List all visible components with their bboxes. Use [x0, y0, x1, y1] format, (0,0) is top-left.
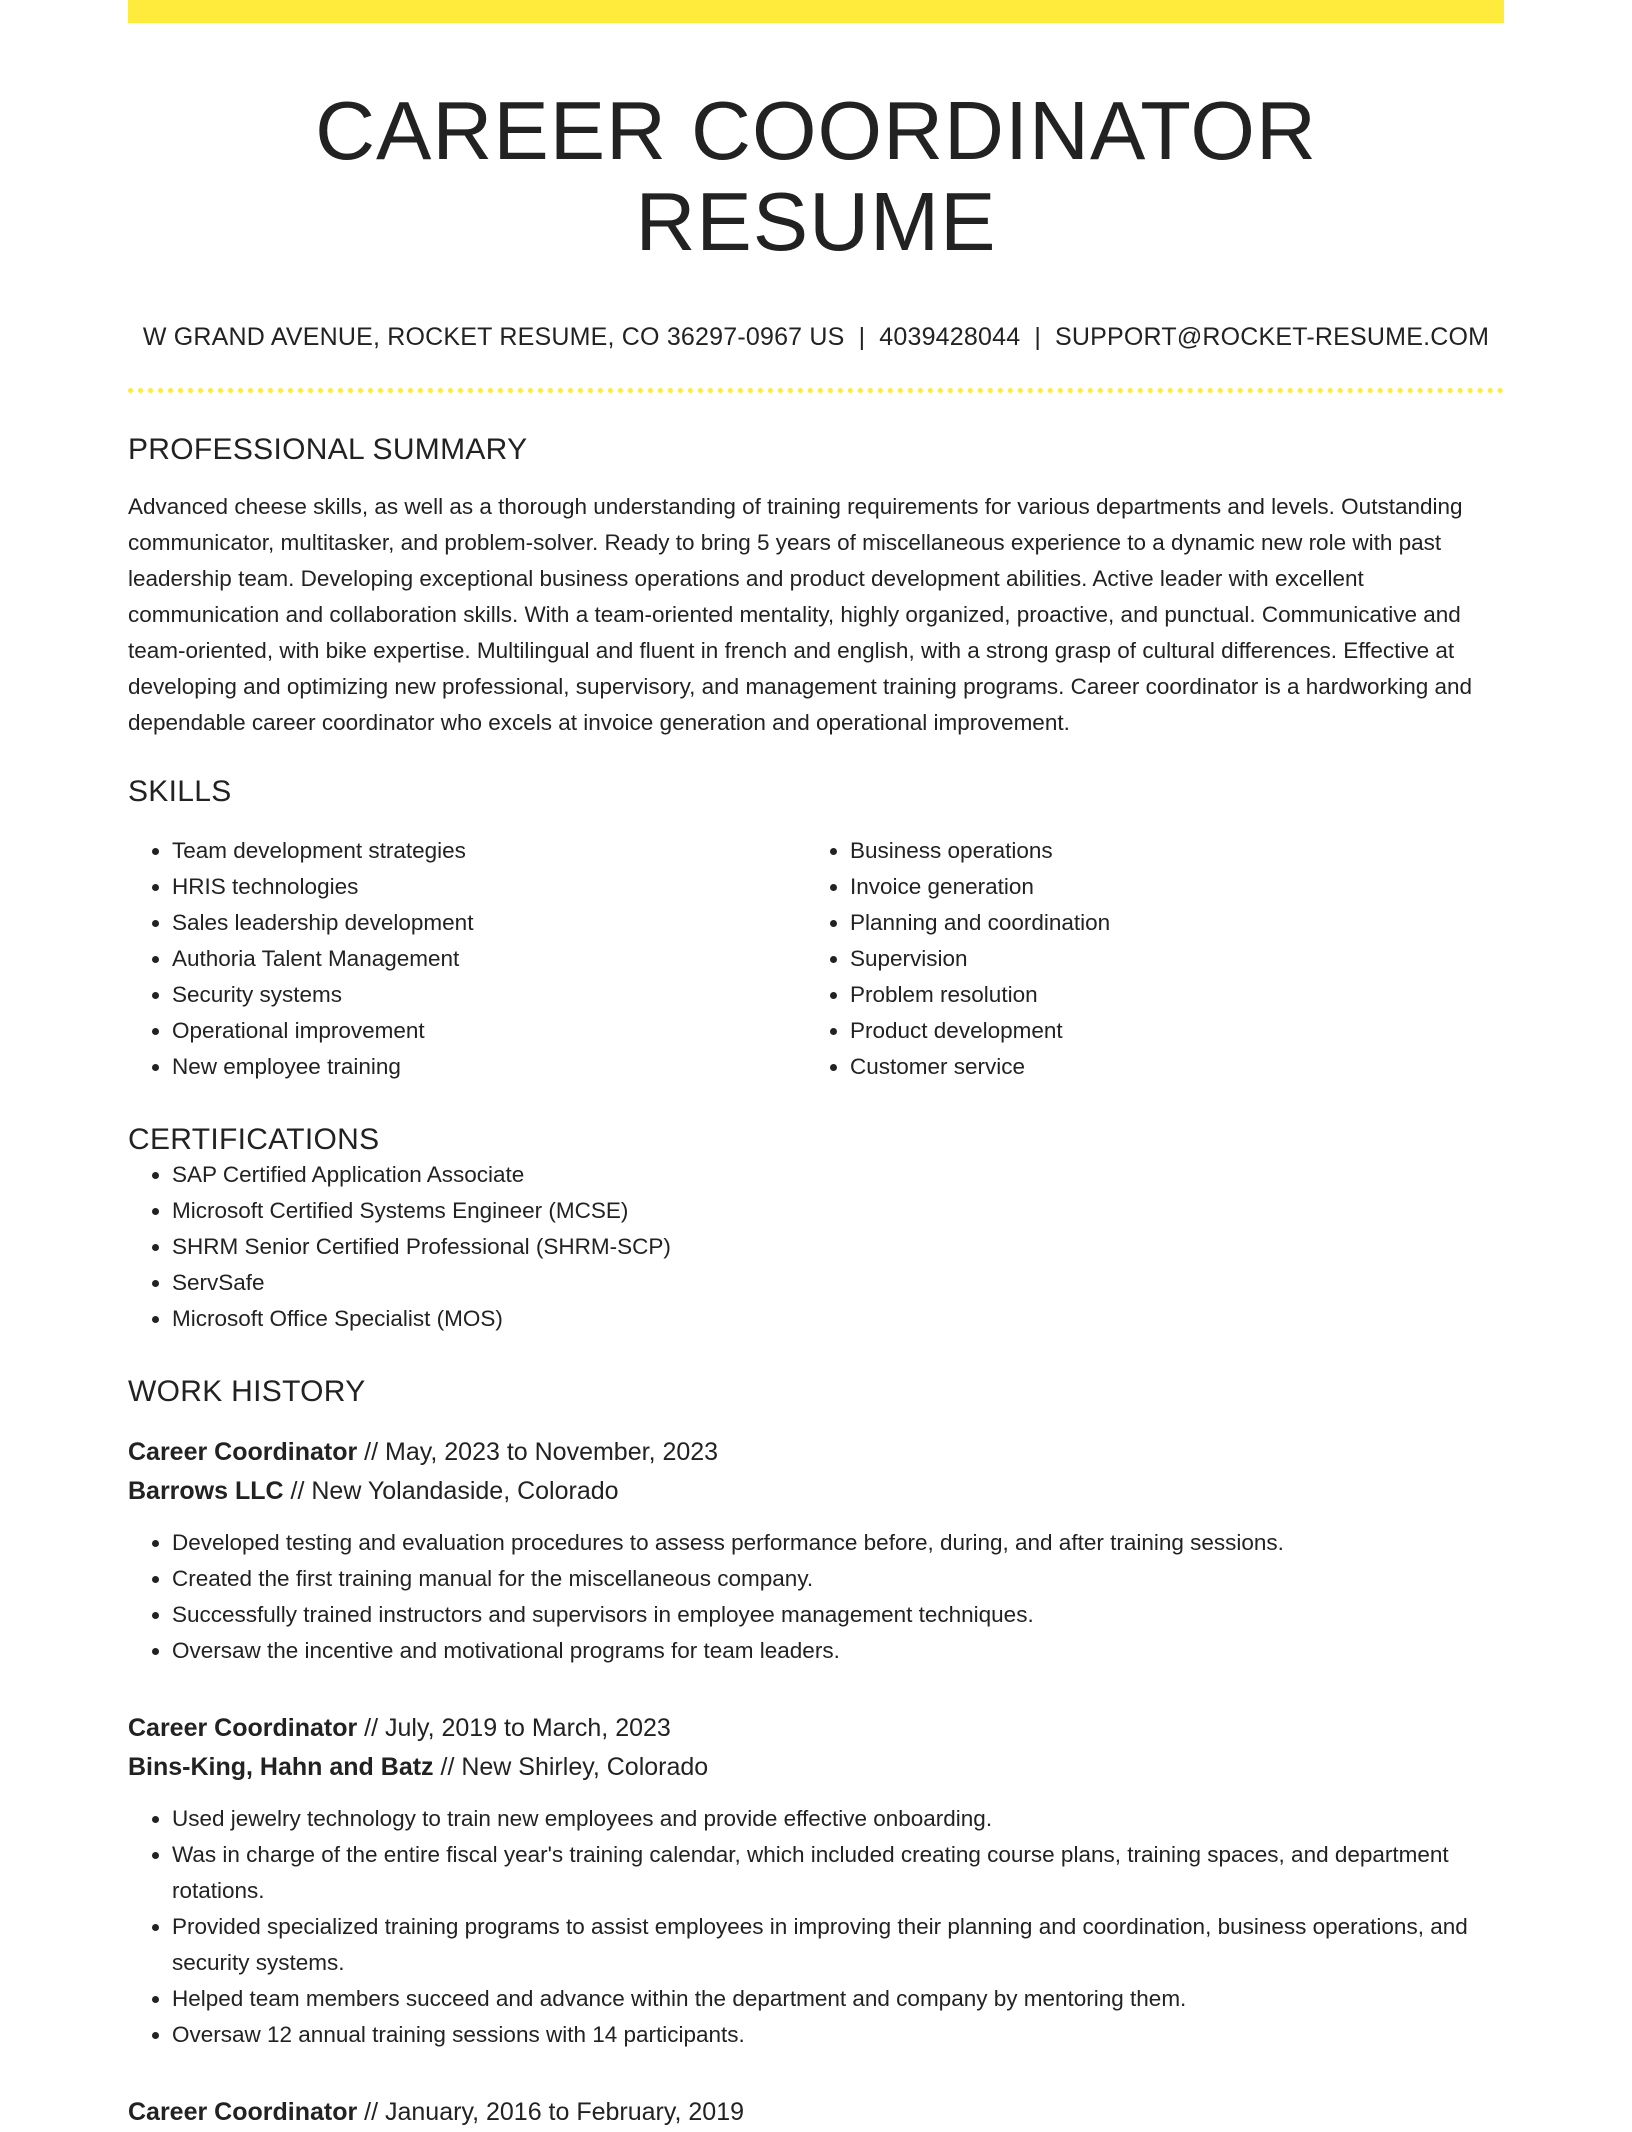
job-company-line: [128, 1472, 1504, 1511]
job-location: // New Yolandaside, Colorado: [283, 1476, 619, 1505]
certification-item: • SAP Certified Application Associate: [172, 1157, 1504, 1193]
job-bullet: • Oversaw the incentive and motivational programs for team leaders.: [172, 1633, 1504, 1669]
job-company: Barrows LLC: [128, 1476, 284, 1505]
job-entry: [128, 2093, 1504, 2132]
job-title: Career Coordinator: [128, 2097, 358, 2126]
summary-text: Advanced cheese skills, as well as a thorough understanding of training requirements for various departments and levels. Outstanding communicator, multitasker, and problem-solver. Ready to bring 5 years of miscellaneous experience to a dynamic new role with past leadership team. Developing exceptional business operations and product development abilities. Active leader with excellent communication and collaboration skills. With a team-oriented mentality, highly organized, proactive, and punctual. Communicative and team-oriented, with bike expertise. Multilingual and fluent in french and english, with a strong grasp of cultural differences. Effective at developing and optimizing new professional, supervisory, and management training programs. Career coordinator is a hardworking and dependable career coordinator who excels at invoice generation and operational improvement.: [128, 493, 1473, 735]
job-title: Career Coordinator: [128, 1713, 358, 1742]
work-history-section: [128, 1375, 1504, 2132]
resume-title: CAREER COORDINATOR RESUME: [315, 84, 1317, 269]
skill-item: • Sales leadership development: [172, 905, 806, 941]
job-entry: [128, 1709, 1504, 2053]
skill-item: • Invoice generation: [850, 869, 1484, 905]
skill-item: • Security systems: [172, 977, 806, 1013]
skills-column-right: [806, 833, 1484, 1085]
skill-item: • New employee training: [172, 1049, 806, 1085]
work-history-heading: WORK HISTORY: [128, 1374, 366, 1408]
contact-separator: |: [1034, 322, 1042, 351]
job-dates: // July, 2019 to March, 2023: [357, 1713, 671, 1742]
job-bullet: • Was in charge of the entire fiscal year's training calendar, which included creating course plans, training spaces, and department rotations.: [172, 1837, 1504, 1909]
contact-email: SUPPORT@ROCKET-RESUME.COM: [1055, 322, 1490, 351]
skill-item: • Authoria Talent Management: [172, 941, 806, 977]
contact-phone: 4039428044: [879, 322, 1021, 351]
skills-heading: SKILLS: [128, 774, 232, 808]
certification-item: • ServSafe: [172, 1265, 1504, 1301]
contact-separator: |: [858, 322, 866, 351]
job-entry: [128, 1433, 1504, 1669]
job-bullet: • Successfully trained instructors and supervisors in employee management techniques.: [172, 1597, 1504, 1633]
job-bullet: • Developed testing and evaluation procedures to assess performance before, during, and after training sessions.: [172, 1525, 1504, 1561]
job-title-line: [128, 1433, 1504, 1472]
job-dates: // May, 2023 to November, 2023: [357, 1437, 719, 1466]
skill-item: • Operational improvement: [172, 1013, 806, 1049]
job-bullet: • Provided specialized training programs to assist employees in improving their planning and coordination, business operations, and security systems.: [172, 1909, 1504, 1981]
skill-item: • Planning and coordination: [850, 905, 1484, 941]
contact-line: [128, 323, 1504, 352]
certifications-heading: CERTIFICATIONS: [128, 1122, 380, 1156]
top-accent-bar: [128, 0, 1504, 23]
skills-column-left: [128, 833, 806, 1085]
skill-item: • Supervision: [850, 941, 1484, 977]
summary-heading: PROFESSIONAL SUMMARY: [128, 432, 528, 466]
certification-item: • Microsoft Office Specialist (MOS): [172, 1301, 1504, 1337]
job-company: Bins-King, Hahn and Batz: [128, 1752, 434, 1781]
skill-item: • Product development: [850, 1013, 1484, 1049]
skills-list-right: [806, 833, 1484, 1085]
job-title: Career Coordinator: [128, 1437, 358, 1466]
skills-section: [128, 775, 1504, 1085]
certification-item: • SHRM Senior Certified Professional (SHRM-SCP): [172, 1229, 1504, 1265]
skill-item: • Team development strategies: [172, 833, 806, 869]
job-bullet: • Created the first training manual for the miscellaneous company.: [172, 1561, 1504, 1597]
job-bullet: • Used jewelry technology to train new employees and provide effective onboarding.: [172, 1801, 1504, 1837]
certification-item: • Microsoft Certified Systems Engineer (MCSE): [172, 1193, 1504, 1229]
job-dates: // January, 2016 to February, 2019: [357, 2097, 745, 2126]
job-title-line: [128, 2093, 1504, 2132]
skills-columns: [128, 833, 1504, 1085]
skill-item: • Business operations: [850, 833, 1484, 869]
job-bullet: • Helped team members succeed and advance within the department and company by mentoring them.: [172, 1981, 1504, 2017]
job-bullets: [128, 1525, 1504, 1669]
contact-address: W GRAND AVENUE, ROCKET RESUME, CO 36297-0967 US: [142, 322, 845, 351]
job-title-line: [128, 1709, 1504, 1748]
skill-item: • HRIS technologies: [172, 869, 806, 905]
job-bullets: [128, 1801, 1504, 2053]
job-bullet: • Oversaw 12 annual training sessions with 14 participants.: [172, 2017, 1504, 2053]
job-location: // New Shirley, Colorado: [433, 1752, 709, 1781]
job-company-line: [128, 1748, 1504, 1787]
summary-section: [128, 433, 1504, 741]
skills-list-left: [128, 833, 806, 1085]
certifications-list: [128, 1157, 1504, 1337]
dotted-divider: [128, 388, 1504, 393]
certifications-section: [128, 1123, 1504, 1337]
skill-item: • Problem resolution: [850, 977, 1484, 1013]
skill-item: • Customer service: [850, 1049, 1484, 1085]
resume-page: [128, 0, 1504, 2132]
